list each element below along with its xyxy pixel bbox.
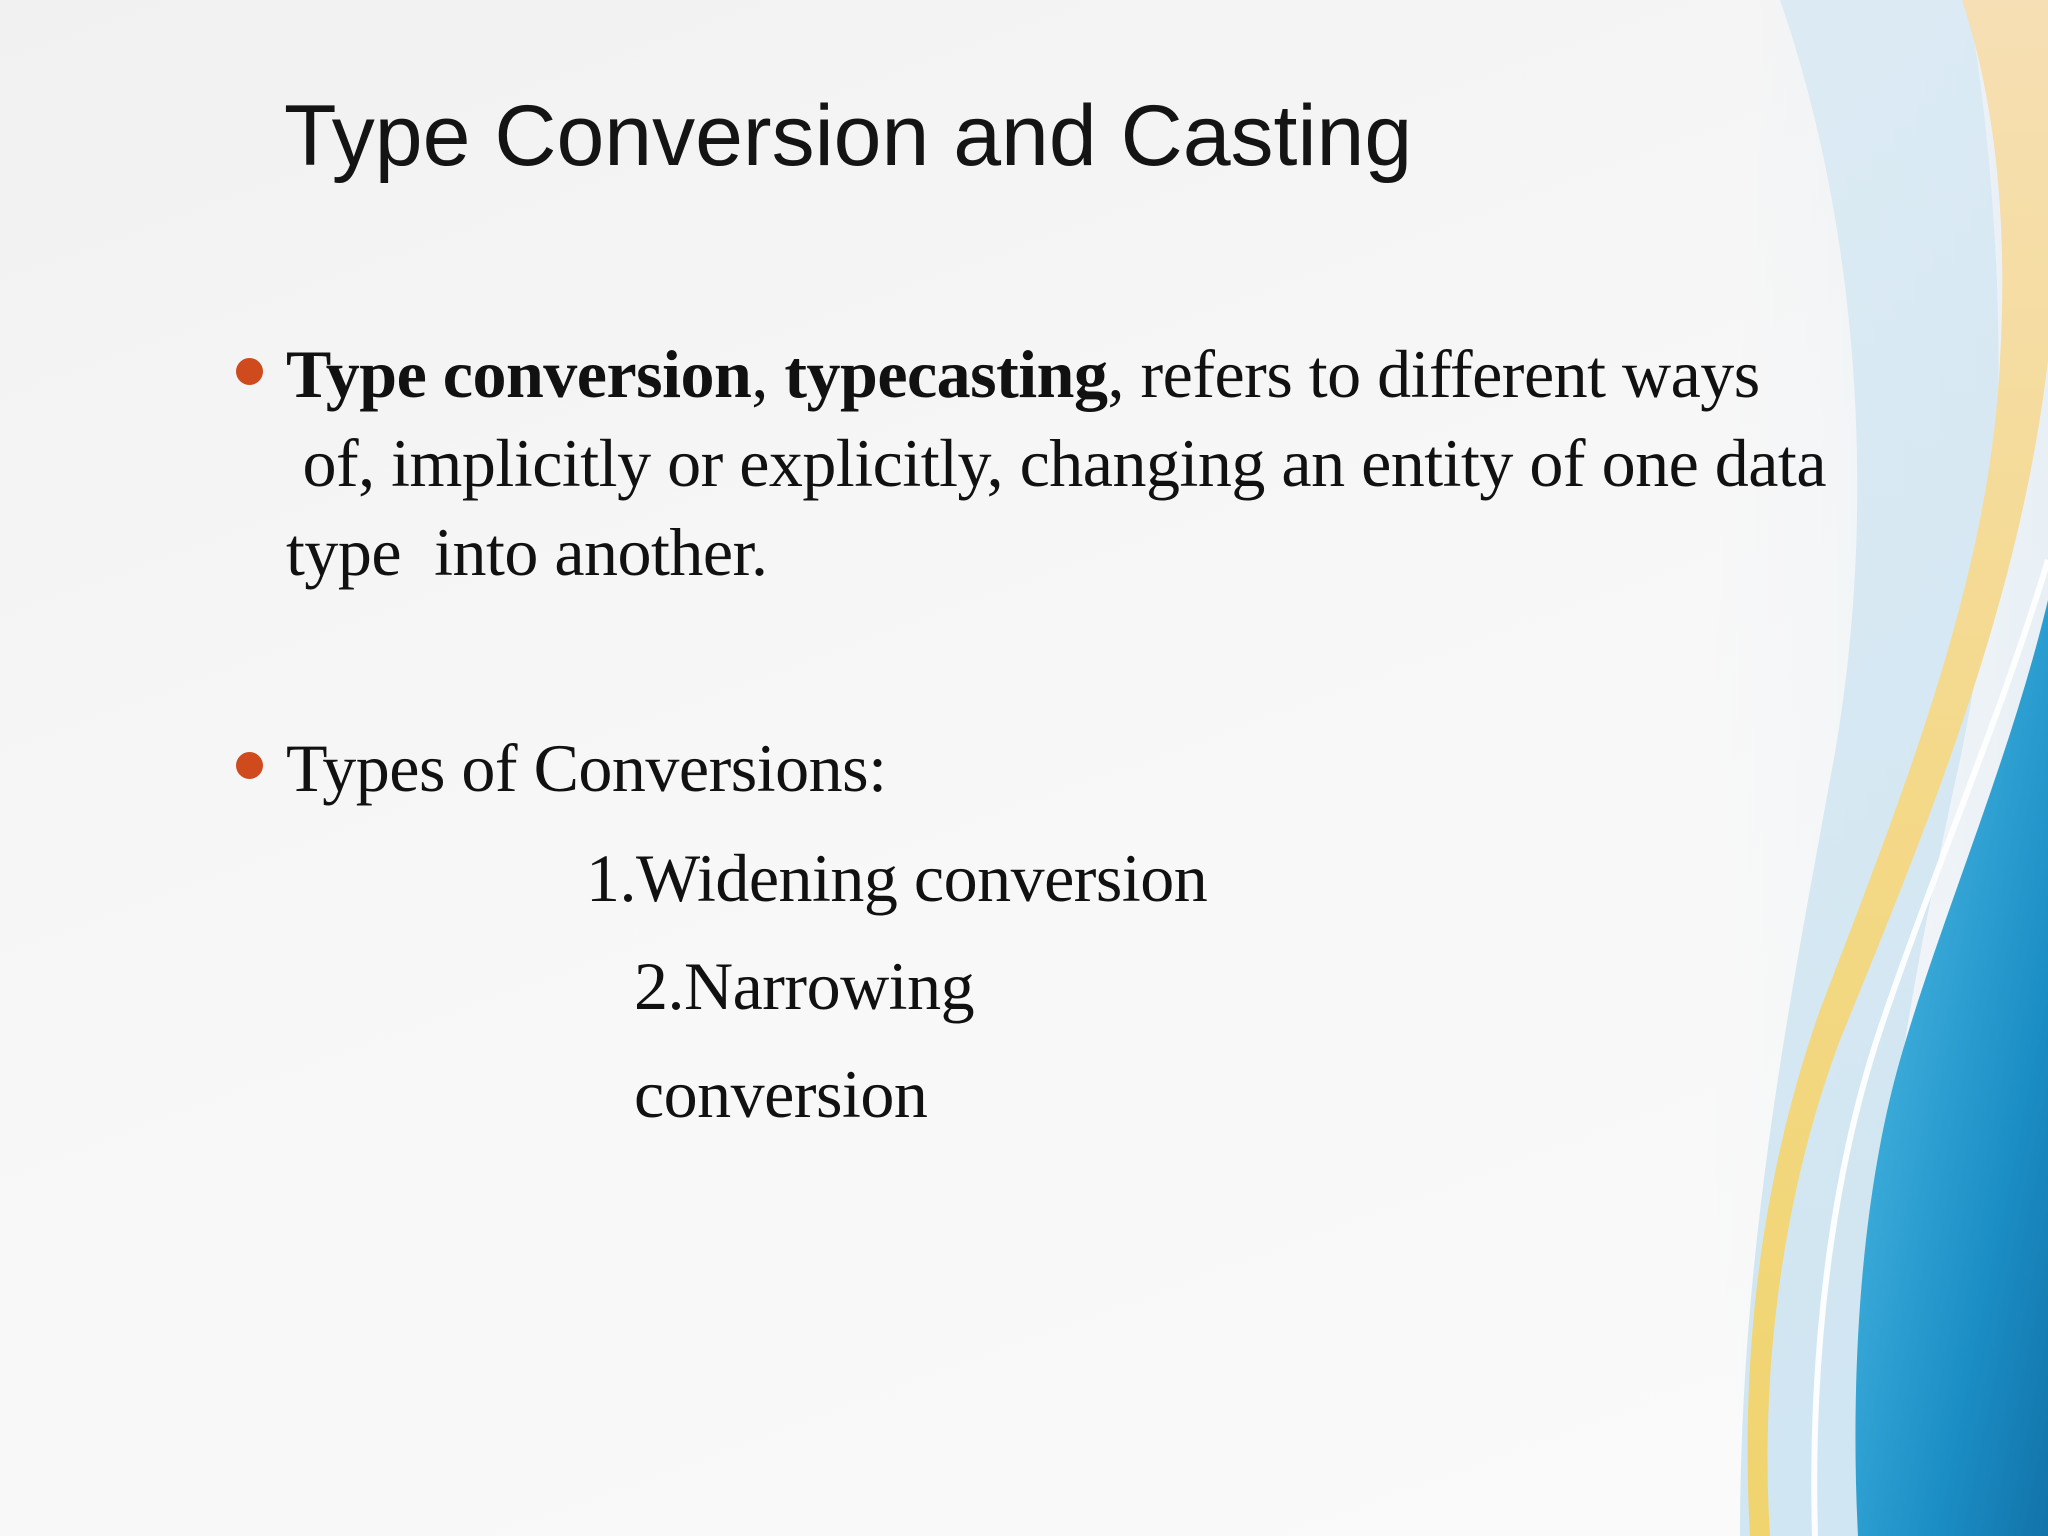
slide-title: Type Conversion and Casting: [284, 88, 1413, 184]
bullet-dot-icon: [236, 358, 263, 385]
types-heading: Types of Conversions:: [286, 730, 887, 806]
separator-text: ,: [751, 336, 785, 412]
term-typecasting: typecasting: [784, 336, 1108, 412]
definition-line-2: of, implicitly or explicitly, changing an entity of one data: [286, 425, 1827, 501]
definition-line-1: [286, 330, 1946, 419]
definition-line-3: type into another.: [286, 514, 768, 590]
bullet-dot-icon: [236, 752, 263, 779]
list-item-widening: 1.Widening conversion: [586, 840, 1208, 916]
bullet-definition: [286, 330, 1946, 597]
list-item-narrowing: 2.Narrowing: [634, 948, 975, 1024]
term-type-conversion: Type conversion: [286, 336, 752, 412]
definition-rest: , refers to different ways: [1107, 336, 1760, 412]
list-item-narrowing-cont: conversion: [634, 1056, 928, 1132]
